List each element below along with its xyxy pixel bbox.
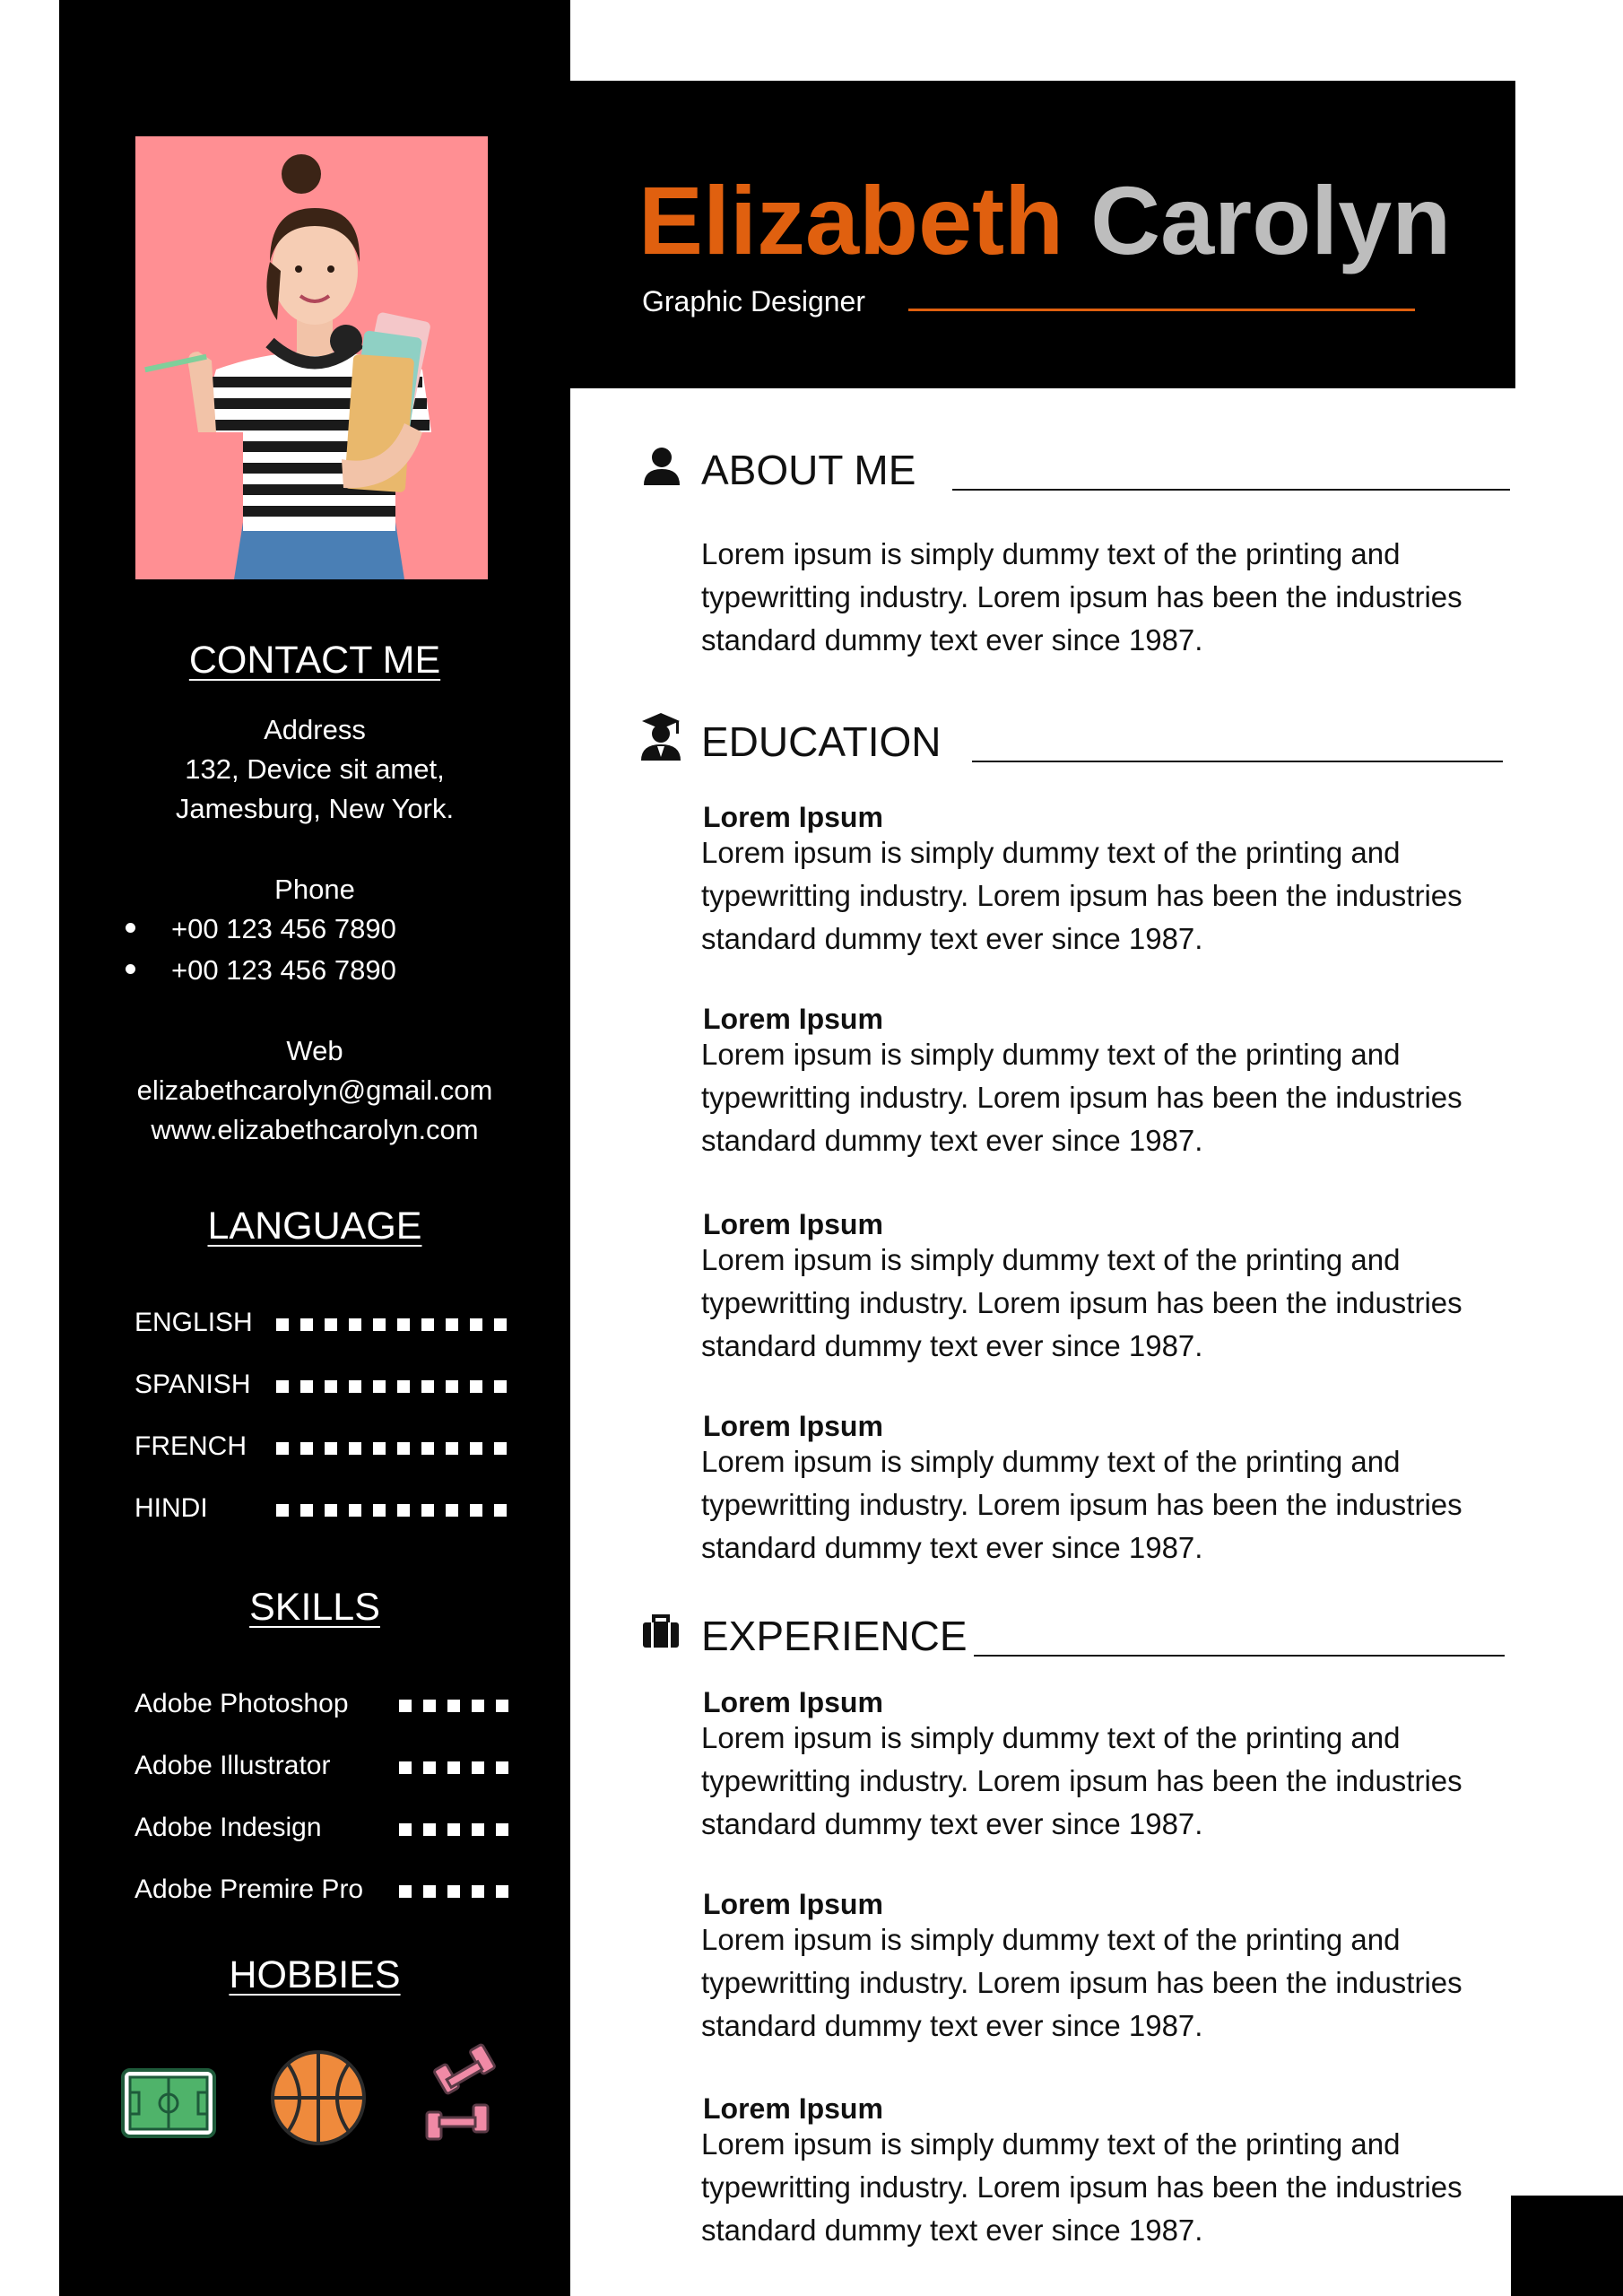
about-line: typewritting industry. Lorem ipsum has been the industries [701,580,1462,613]
language-heading: LANGUAGE [207,1205,422,1248]
experience-entry-line: Lorem ipsum is simply dummy text of the printing and [701,2127,1401,2161]
language-name: SPANISH [135,1370,251,1399]
rating-dot [397,1318,410,1331]
education-entry-text [701,1239,1508,1368]
education-heading: EDUCATION [701,718,942,765]
education-entry-line: Lorem ipsum is simply dummy text of the printing and [701,836,1401,869]
education-entry-line: typewritting industry. Lorem ipsum has been the industries [701,1081,1462,1114]
rating-dot [496,1700,508,1712]
rating-dot [447,1885,460,1898]
rating-dot [300,1318,313,1331]
profile-photo [135,136,488,579]
experience-entry-line: standard dummy text ever since 1987. [701,1807,1203,1840]
rating-dot [470,1442,482,1455]
skill-name: Adobe Photoshop [135,1689,349,1718]
experience-entry-line: typewritting industry. Lorem ipsum has been the industries [701,2170,1462,2204]
rating-dot [397,1504,410,1517]
contact-heading: CONTACT ME [188,639,441,682]
rating-dot [300,1380,313,1393]
rating-dot [325,1380,337,1393]
education-entry-line: typewritting industry. Lorem ipsum has been the industries [701,1488,1462,1521]
basketball-icon [270,2049,367,2151]
rating-dot [349,1318,361,1331]
education-entry-line: Lorem ipsum is simply dummy text of the printing and [701,1445,1401,1478]
rating-dot [373,1380,386,1393]
rating-dot [325,1318,337,1331]
education-entry-title: Lorem Ipsum [703,1410,883,1442]
rating-dot [421,1504,434,1517]
corner-block [1511,2196,1623,2296]
soccer-field-icon [120,2067,217,2144]
rating-dot [276,1442,289,1455]
skill-name: Adobe Indesign [135,1813,322,1842]
last-name: Carolyn [1090,166,1452,274]
job-title: Graphic Designer [642,285,865,317]
rating-dot [494,1318,507,1331]
experience-entry-title: Lorem Ipsum [703,2092,883,2125]
rating-dot [472,1823,484,1836]
rating-dot [421,1442,434,1455]
rating-dot [421,1380,434,1393]
first-name: Elizabeth [638,166,1064,274]
education-entry-text [701,831,1508,961]
phone-label: Phone [274,874,355,905]
address-line-2: Jamesburg, New York. [175,793,455,824]
education-entry-line: Lorem ipsum is simply dummy text of the printing and [701,1038,1401,1071]
rating-dot [349,1504,361,1517]
rating-dot [447,1823,460,1836]
rating-dot [397,1380,410,1393]
skills-heading: SKILLS [249,1586,380,1629]
rating-dot [276,1318,289,1331]
phone-number: +00 123 456 7890 [171,913,396,944]
bullet-icon [126,923,135,933]
rating-dot [399,1700,412,1712]
rating-dot [494,1504,507,1517]
address-label: Address [264,714,366,745]
rating-dots [276,1504,518,1517]
experience-entry-line: standard dummy text ever since 1987. [701,2009,1203,2042]
rating-dot [423,1885,436,1898]
address-line-1: 132, Device sit amet, [185,753,445,785]
rating-dots [276,1380,518,1393]
about-rule [952,489,1510,491]
rating-dot [399,1885,412,1898]
experience-heading: EXPERIENCE [701,1613,968,1659]
rating-dot [446,1442,458,1455]
rating-dot [349,1442,361,1455]
about-heading: ABOUT ME [701,447,916,493]
rating-dot [276,1504,289,1517]
phone-number: +00 123 456 7890 [171,954,396,986]
rating-dot [423,1761,436,1774]
rating-dots [399,1761,520,1774]
web-label: Web [286,1035,343,1066]
rating-dot [470,1380,482,1393]
rating-dot [300,1442,313,1455]
rating-dot [472,1761,484,1774]
dumbbell-icon [420,2040,518,2152]
experience-entry-line: typewritting industry. Lorem ipsum has been the industries [701,1764,1462,1797]
education-entry-line: standard dummy text ever since 1987. [701,922,1203,955]
education-entry-text [701,1033,1508,1162]
education-entry-line: typewritting industry. Lorem ipsum has been the industries [701,879,1462,912]
rating-dot [494,1442,507,1455]
rating-dot [276,1380,289,1393]
website-text: www.elizabethcarolyn.com [151,1114,479,1145]
rating-dot [421,1318,434,1331]
experience-entry-line: Lorem ipsum is simply dummy text of the printing and [701,1923,1401,1956]
education-entry-title: Lorem Ipsum [703,1003,883,1035]
education-entry-line: standard dummy text ever since 1987. [701,1531,1203,1564]
hobbies-heading: HOBBIES [229,1953,401,1996]
rating-dot [447,1761,460,1774]
rating-dot [373,1442,386,1455]
rating-dot [496,1885,508,1898]
rating-dot [470,1318,482,1331]
person-icon [642,446,681,485]
phone-item [126,954,396,987]
rating-dot [472,1885,484,1898]
rating-dot [423,1823,436,1836]
rating-dot [446,1380,458,1393]
rating-dots [399,1823,520,1836]
rating-dot [373,1504,386,1517]
about-text [701,533,1508,662]
rating-dot [300,1504,313,1517]
rating-dot [446,1318,458,1331]
rating-dot [373,1318,386,1331]
education-entry-title: Lorem Ipsum [703,1208,883,1240]
language-name: HINDI [135,1493,208,1523]
language-name: FRENCH [135,1431,247,1461]
briefcase-icon [642,1614,680,1648]
rating-dots [399,1700,520,1712]
rating-dot [325,1504,337,1517]
rating-dot [470,1504,482,1517]
education-entry-line: typewritting industry. Lorem ipsum has been the industries [701,1286,1462,1319]
rating-dot [494,1380,507,1393]
about-line: Lorem ipsum is simply dummy text of the printing and [701,537,1401,570]
rating-dot [397,1442,410,1455]
rating-dot [399,1761,412,1774]
experience-entry-title: Lorem Ipsum [703,1888,883,1920]
rating-dots [399,1885,520,1898]
bullet-icon [126,964,135,974]
email-text: elizabethcarolyn@gmail.com [136,1074,493,1106]
education-rule [972,761,1503,762]
experience-entry-line: standard dummy text ever since 1987. [701,2213,1203,2247]
rating-dots [276,1442,518,1455]
rating-dot [496,1761,508,1774]
experience-entry-text [701,1717,1508,1846]
education-entry-line: standard dummy text ever since 1987. [701,1329,1203,1362]
rating-dot [447,1700,460,1712]
phone-item [126,913,396,945]
education-entry-line: standard dummy text ever since 1987. [701,1124,1203,1157]
experience-rule [974,1655,1505,1657]
skill-name: Adobe Illustrator [135,1751,331,1780]
experience-entry-line: typewritting industry. Lorem ipsum has been the industries [701,1966,1462,1999]
title-underline [908,309,1415,311]
language-name: ENGLISH [135,1308,253,1337]
rating-dot [496,1823,508,1836]
skill-name: Adobe Premire Pro [135,1874,364,1904]
education-entry-text [701,1440,1508,1570]
experience-entry-title: Lorem Ipsum [703,1686,883,1718]
rating-dots [276,1318,518,1331]
full-name [638,166,1452,274]
rating-dot [349,1380,361,1393]
rating-dot [423,1700,436,1712]
rating-dot [325,1442,337,1455]
experience-entry-line: Lorem ipsum is simply dummy text of the printing and [701,1721,1401,1754]
rating-dot [446,1504,458,1517]
education-entry-title: Lorem Ipsum [703,801,883,833]
experience-entry-text [701,2123,1508,2252]
rating-dot [399,1823,412,1836]
about-line: standard dummy text ever since 1987. [701,623,1203,657]
rating-dot [472,1700,484,1712]
graduate-icon [638,710,683,761]
education-entry-line: Lorem ipsum is simply dummy text of the printing and [701,1243,1401,1276]
experience-entry-text [701,1918,1508,2048]
